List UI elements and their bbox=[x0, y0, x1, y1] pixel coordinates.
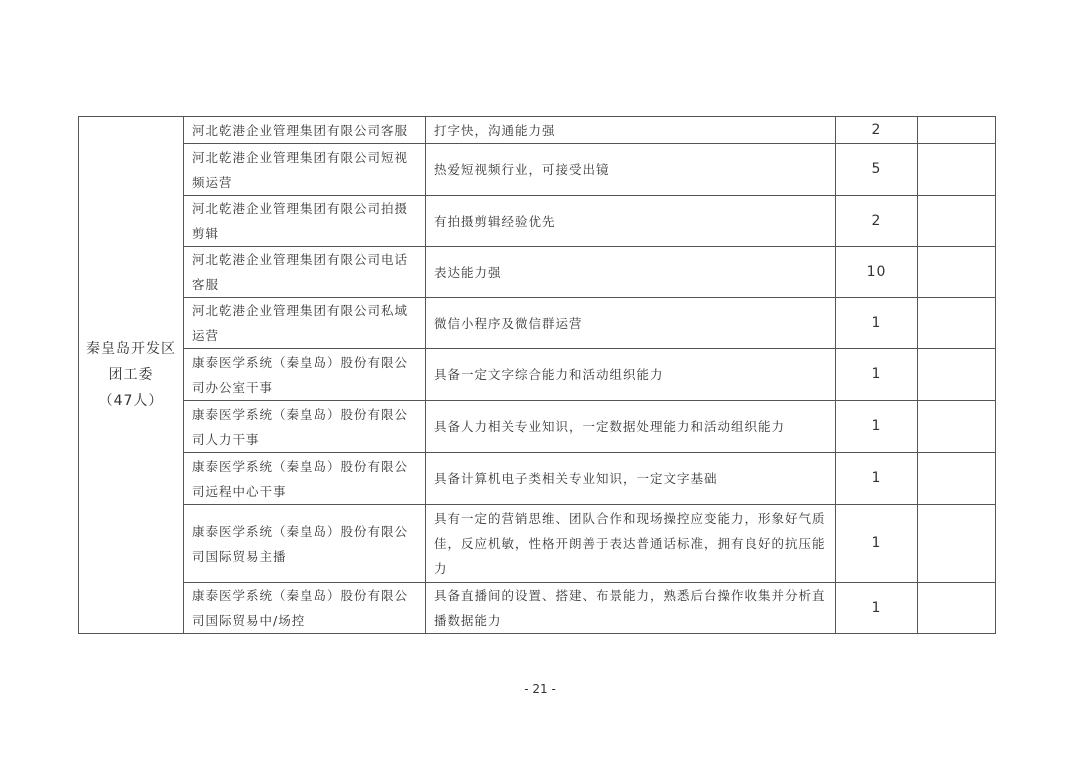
table-row bbox=[79, 505, 996, 583]
department-line3: （47人） bbox=[98, 393, 164, 409]
note-cell bbox=[918, 505, 996, 583]
count-cell: 1 bbox=[836, 505, 918, 583]
table-row bbox=[79, 298, 996, 349]
requirement-cell: 具备人力相关专业知识，一定数据处理能力和活动组织能力 bbox=[426, 401, 836, 453]
table-row bbox=[79, 401, 996, 453]
table-row bbox=[79, 583, 996, 634]
count-cell: 5 bbox=[836, 144, 918, 196]
page-number: - 21 - bbox=[524, 682, 556, 696]
position-cell: 河北乾港企业管理集团有限公司客服 bbox=[184, 117, 426, 144]
position-cell: 河北乾港企业管理集团有限公司拍摄剪辑 bbox=[184, 196, 426, 247]
position-cell: 康泰医学系统（秦皇岛）股份有限公司远程中心干事 bbox=[184, 453, 426, 505]
count-cell: 2 bbox=[836, 196, 918, 247]
note-cell bbox=[918, 144, 996, 196]
note-cell bbox=[918, 583, 996, 634]
position-cell: 河北乾港企业管理集团有限公司短视频运营 bbox=[184, 144, 426, 196]
department-cell bbox=[79, 117, 184, 634]
count-cell: 1 bbox=[836, 349, 918, 401]
requirement-cell: 打字快，沟通能力强 bbox=[426, 117, 836, 144]
table-row bbox=[79, 349, 996, 401]
note-cell bbox=[918, 298, 996, 349]
note-cell bbox=[918, 117, 996, 144]
count-cell: 1 bbox=[836, 298, 918, 349]
position-cell: 河北乾港企业管理集团有限公司电话客服 bbox=[184, 247, 426, 298]
note-cell bbox=[918, 453, 996, 505]
position-cell: 康泰医学系统（秦皇岛）股份有限公司人力干事 bbox=[184, 401, 426, 453]
requirement-cell: 具备计算机电子类相关专业知识，一定文字基础 bbox=[426, 453, 836, 505]
requirement-cell: 具备一定文字综合能力和活动组织能力 bbox=[426, 349, 836, 401]
requirement-cell: 微信小程序及微信群运营 bbox=[426, 298, 836, 349]
requirement-cell: 具备直播间的设置、搭建、布景能力，熟悉后台操作收集并分析直播数据能力 bbox=[426, 583, 836, 634]
table-row bbox=[79, 196, 996, 247]
position-cell: 康泰医学系统（秦皇岛）股份有限公司国际贸易中/场控 bbox=[184, 583, 426, 634]
table-row bbox=[79, 144, 996, 196]
department-line1: 秦皇岛开发区 bbox=[86, 341, 176, 357]
count-cell: 2 bbox=[836, 117, 918, 144]
count-cell: 1 bbox=[836, 583, 918, 634]
count-cell: 10 bbox=[836, 247, 918, 298]
position-cell: 康泰医学系统（秦皇岛）股份有限公司办公室干事 bbox=[184, 349, 426, 401]
table-row bbox=[79, 453, 996, 505]
note-cell bbox=[918, 349, 996, 401]
table-row bbox=[79, 117, 996, 144]
table-row bbox=[79, 247, 996, 298]
note-cell bbox=[918, 196, 996, 247]
count-cell: 1 bbox=[836, 401, 918, 453]
department-line2: 团工委 bbox=[108, 367, 154, 383]
count-cell: 1 bbox=[836, 453, 918, 505]
note-cell bbox=[918, 247, 996, 298]
position-cell: 河北乾港企业管理集团有限公司私域运营 bbox=[184, 298, 426, 349]
job-table bbox=[78, 116, 996, 634]
requirement-cell: 具有一定的营销思维、团队合作和现场操控应变能力，形象好气质佳，反应机敏，性格开朗善于表达普通话标准，拥有良好的抗压能力 bbox=[426, 505, 836, 583]
position-cell: 康泰医学系统（秦皇岛）股份有限公司国际贸易主播 bbox=[184, 505, 426, 583]
requirement-cell: 表达能力强 bbox=[426, 247, 836, 298]
requirement-cell: 有拍摄剪辑经验优先 bbox=[426, 196, 836, 247]
requirement-cell: 热爱短视频行业，可接受出镜 bbox=[426, 144, 836, 196]
note-cell bbox=[918, 401, 996, 453]
